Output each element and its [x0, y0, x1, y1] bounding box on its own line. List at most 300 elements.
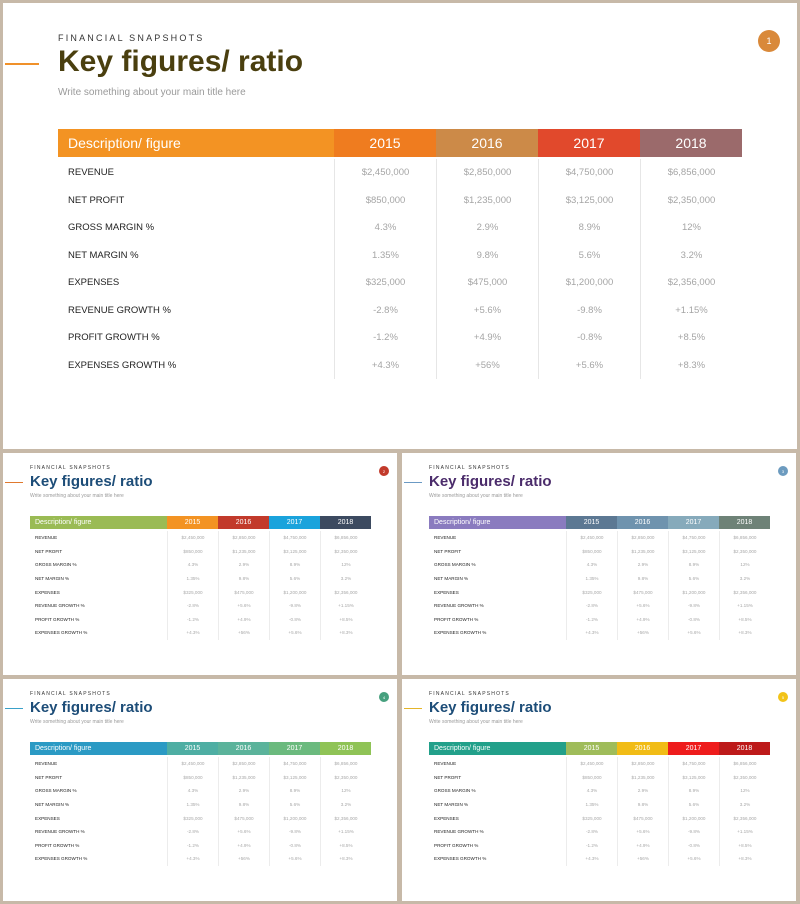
cell-value: $2,356,000	[719, 811, 770, 825]
title-accent-line	[5, 63, 39, 65]
table-row	[30, 558, 371, 572]
table-row	[429, 599, 770, 613]
row-label: GROSS MARGIN %	[434, 562, 476, 568]
cell-value: -2.8%	[566, 599, 617, 613]
cell-value: $475,000	[436, 269, 538, 297]
cell-value: +56%	[617, 626, 668, 640]
header-year: 2018	[719, 516, 770, 529]
cell-value: $325,000	[167, 811, 218, 825]
cell-value: 2.9%	[436, 214, 538, 242]
cell-value: $1,200,000	[269, 585, 320, 599]
header-year: 2016	[617, 516, 668, 529]
slide-eyebrow: FINANCIAL SNAPSHOTS	[429, 691, 510, 697]
cell-value: $850,000	[334, 187, 436, 215]
cell-value: 9.8%	[617, 572, 668, 586]
cell-value: +5.6%	[617, 599, 668, 613]
header-year: 2017	[269, 516, 320, 529]
cell-value: +5.6%	[218, 825, 269, 839]
cell-value: $325,000	[334, 269, 436, 297]
slide-eyebrow: FINANCIAL SNAPSHOTS	[30, 691, 111, 697]
cell-value: $1,235,000	[218, 545, 269, 559]
cell-value: 1.35%	[167, 572, 218, 586]
table-row	[58, 159, 742, 187]
cell-value: +8.3%	[719, 626, 770, 640]
cell-value: $6,856,000	[320, 531, 371, 545]
row-label: PROFIT GROWTH %	[35, 842, 80, 848]
row-label: NET PROFIT	[434, 548, 462, 554]
cell-value: -9.8%	[668, 599, 719, 613]
slide-eyebrow: FINANCIAL SNAPSHOTS	[58, 33, 205, 43]
row-label: EXPENSES GROWTH %	[68, 359, 177, 371]
row-label: NET MARGIN %	[434, 576, 469, 582]
row-label: NET PROFIT	[434, 774, 462, 780]
row-label: EXPENSES	[434, 815, 459, 821]
slide-subtitle: Write something about your main title here	[30, 719, 124, 725]
cell-value: -2.8%	[167, 599, 218, 613]
table-row	[30, 811, 371, 825]
cell-value: $4,750,000	[668, 531, 719, 545]
table-row	[30, 757, 371, 771]
table-body	[30, 755, 371, 866]
table-header	[429, 516, 770, 529]
cell-value: 8.9%	[668, 558, 719, 572]
table-row	[429, 839, 770, 853]
cell-value: +4.9%	[436, 324, 538, 352]
cell-value: 8.9%	[668, 784, 719, 798]
cell-value: $325,000	[167, 585, 218, 599]
cell-value: +8.5%	[640, 324, 742, 352]
row-label: PROFIT GROWTH %	[35, 616, 80, 622]
row-label: REVENUE	[35, 535, 58, 541]
cell-value: $1,235,000	[617, 771, 668, 785]
slide-subtitle: Write something about your main title here	[429, 493, 523, 499]
cell-value: $6,856,000	[719, 757, 770, 771]
cell-value: +5.6%	[269, 852, 320, 866]
cell-value: $475,000	[218, 811, 269, 825]
cell-value: 2.9%	[617, 784, 668, 798]
table-row	[30, 599, 371, 613]
cell-value: 3.2%	[719, 798, 770, 812]
table-row	[58, 297, 742, 325]
header-description: Description/ figure	[429, 516, 566, 529]
row-label: GROSS MARGIN %	[68, 222, 155, 234]
cell-value: 5.6%	[269, 572, 320, 586]
cell-value: -9.8%	[538, 297, 640, 325]
table-row	[58, 187, 742, 215]
cell-value: $475,000	[617, 585, 668, 599]
cell-value: $2,356,000	[640, 269, 742, 297]
title-accent-line	[404, 708, 422, 709]
cell-value: +1.15%	[320, 599, 371, 613]
cell-value: 8.9%	[269, 558, 320, 572]
cell-value: +5.6%	[218, 599, 269, 613]
cell-value: -9.8%	[668, 825, 719, 839]
cell-value: $3,125,000	[269, 771, 320, 785]
header-description: Description/ figure	[30, 742, 167, 755]
cell-value: $325,000	[566, 585, 617, 599]
cell-value: 1.35%	[167, 798, 218, 812]
cell-value: 12%	[719, 558, 770, 572]
header-year: 2018	[320, 742, 371, 755]
cell-value: 2.9%	[617, 558, 668, 572]
table-row	[429, 757, 770, 771]
row-label: NET MARGIN %	[68, 249, 139, 261]
header-year: 2018	[719, 742, 770, 755]
cell-value: $2,356,000	[320, 585, 371, 599]
slide-title: Key figures/ ratio	[30, 473, 153, 490]
row-label: PROFIT GROWTH %	[68, 332, 160, 344]
cell-value: $475,000	[617, 811, 668, 825]
table-body	[58, 157, 742, 379]
slide-thumbnail-5[interactable]	[402, 679, 796, 901]
cell-value: 12%	[320, 558, 371, 572]
row-label: EXPENSES GROWTH %	[35, 856, 88, 862]
cell-value: +1.15%	[719, 599, 770, 613]
cell-value: -1.2%	[167, 613, 218, 627]
figures-table	[429, 516, 770, 640]
cell-value: 5.6%	[668, 798, 719, 812]
cell-value: $2,356,000	[320, 811, 371, 825]
cell-value: -0.8%	[668, 613, 719, 627]
cell-value: +56%	[617, 852, 668, 866]
row-label: REVENUE GROWTH %	[68, 304, 171, 316]
figures-table	[30, 742, 371, 866]
table-row	[30, 545, 371, 559]
cell-value: $3,125,000	[538, 187, 640, 215]
cell-value: 3.2%	[719, 572, 770, 586]
page-number-badge: 5	[778, 692, 788, 702]
figures-table	[58, 129, 742, 379]
row-label: GROSS MARGIN %	[35, 788, 77, 794]
cell-value: 3.2%	[320, 798, 371, 812]
header-description: Description/ figure	[30, 516, 167, 529]
cell-value: 2.9%	[218, 558, 269, 572]
cell-value: $850,000	[167, 771, 218, 785]
row-label: NET MARGIN %	[35, 802, 70, 808]
cell-value: $1,200,000	[538, 269, 640, 297]
cell-value: +1.15%	[320, 825, 371, 839]
cell-value: $1,200,000	[269, 811, 320, 825]
table-row	[30, 585, 371, 599]
cell-value: +4.9%	[218, 613, 269, 627]
title-accent-line	[404, 482, 422, 483]
cell-value: +4.9%	[218, 839, 269, 853]
title-accent-line	[5, 482, 23, 483]
cell-value: 9.8%	[436, 242, 538, 270]
table-body	[429, 755, 770, 866]
cell-value: $2,450,000	[167, 531, 218, 545]
cell-value: $4,750,000	[668, 757, 719, 771]
cell-value: 4.3%	[334, 214, 436, 242]
table-row	[58, 242, 742, 270]
header-year: 2015	[566, 516, 617, 529]
table-body	[429, 529, 770, 640]
row-label: EXPENSES	[35, 815, 60, 821]
cell-value: +8.3%	[719, 852, 770, 866]
cell-value: 5.6%	[538, 242, 640, 270]
row-label: EXPENSES	[434, 589, 459, 595]
cell-value: 1.35%	[334, 242, 436, 270]
cell-value: +5.6%	[436, 297, 538, 325]
cell-value: $2,350,000	[320, 545, 371, 559]
table-body	[30, 529, 371, 640]
header-year: 2017	[668, 516, 719, 529]
table-row	[429, 572, 770, 586]
row-label: NET MARGIN %	[434, 802, 469, 808]
table-header	[429, 742, 770, 755]
cell-value: +5.6%	[538, 352, 640, 380]
header-year: 2015	[566, 742, 617, 755]
row-label: EXPENSES GROWTH %	[434, 856, 487, 862]
table-row	[429, 825, 770, 839]
cell-value: 5.6%	[668, 572, 719, 586]
cell-value: $6,856,000	[640, 159, 742, 187]
table-row	[58, 269, 742, 297]
cell-value: -0.8%	[668, 839, 719, 853]
slide-thumbnail-2[interactable]	[3, 453, 397, 675]
cell-value: -0.8%	[269, 839, 320, 853]
cell-value: -1.2%	[334, 324, 436, 352]
cell-value: +4.9%	[617, 613, 668, 627]
cell-value: $2,850,000	[617, 757, 668, 771]
cell-value: $850,000	[566, 545, 617, 559]
header-year: 2015	[334, 129, 436, 157]
cell-value: $1,200,000	[668, 811, 719, 825]
page-number-badge: 4	[379, 692, 389, 702]
page-number-badge: 3	[778, 466, 788, 476]
row-label: PROFIT GROWTH %	[434, 842, 479, 848]
row-label: REVENUE	[434, 761, 457, 767]
cell-value: 9.8%	[218, 572, 269, 586]
table-header	[30, 516, 371, 529]
table-row	[429, 613, 770, 627]
cell-value: 9.8%	[218, 798, 269, 812]
cell-value: +4.3%	[167, 852, 218, 866]
cell-value: +4.9%	[617, 839, 668, 853]
cell-value: $2,850,000	[218, 531, 269, 545]
header-year: 2017	[538, 129, 640, 157]
cell-value: $2,350,000	[640, 187, 742, 215]
slide-subtitle: Write something about your main title here	[30, 493, 124, 499]
header-year: 2015	[167, 516, 218, 529]
cell-value: 4.3%	[167, 784, 218, 798]
table-row	[429, 852, 770, 866]
cell-value: $1,235,000	[218, 771, 269, 785]
cell-value: $850,000	[167, 545, 218, 559]
slide-large[interactable]	[3, 3, 797, 449]
cell-value: 1.35%	[566, 798, 617, 812]
header-year: 2017	[668, 742, 719, 755]
row-label: EXPENSES	[35, 589, 60, 595]
cell-value: -1.2%	[167, 839, 218, 853]
table-row	[30, 852, 371, 866]
cell-value: $475,000	[218, 585, 269, 599]
cell-value: +4.3%	[167, 626, 218, 640]
table-row	[30, 572, 371, 586]
header-year: 2015	[167, 742, 218, 755]
table-row	[429, 626, 770, 640]
figures-table	[30, 516, 371, 640]
table-row	[30, 798, 371, 812]
cell-value: $1,200,000	[668, 585, 719, 599]
slide-thumbnail-3[interactable]	[402, 453, 796, 675]
cell-value: +8.3%	[640, 352, 742, 380]
table-row	[429, 811, 770, 825]
row-label: REVENUE GROWTH %	[35, 603, 85, 609]
cell-value: $2,450,000	[566, 757, 617, 771]
cell-value: +56%	[218, 626, 269, 640]
row-label: EXPENSES GROWTH %	[35, 630, 88, 636]
slide-title: Key figures/ ratio	[429, 473, 552, 490]
cell-value: 5.6%	[269, 798, 320, 812]
row-label: NET MARGIN %	[35, 576, 70, 582]
cell-value: $6,856,000	[719, 531, 770, 545]
cell-value: +56%	[436, 352, 538, 380]
cell-value: +8.5%	[320, 613, 371, 627]
cell-value: -2.8%	[334, 297, 436, 325]
header-year: 2016	[617, 742, 668, 755]
cell-value: $6,856,000	[320, 757, 371, 771]
slide-title: Key figures/ ratio	[429, 699, 552, 716]
cell-value: 8.9%	[269, 784, 320, 798]
cell-value: 4.3%	[167, 558, 218, 572]
cell-value: +5.6%	[668, 852, 719, 866]
cell-value: $3,125,000	[668, 771, 719, 785]
row-label: EXPENSES	[68, 277, 120, 289]
cell-value: +56%	[218, 852, 269, 866]
table-row	[429, 545, 770, 559]
cell-value: $2,450,000	[334, 159, 436, 187]
table-row	[30, 626, 371, 640]
cell-value: $2,350,000	[719, 771, 770, 785]
table-row	[30, 784, 371, 798]
row-label: REVENUE	[35, 761, 58, 767]
cell-value: $2,850,000	[617, 531, 668, 545]
cell-value: +1.15%	[719, 825, 770, 839]
table-header	[30, 742, 371, 755]
cell-value: $3,125,000	[668, 545, 719, 559]
slide-eyebrow: FINANCIAL SNAPSHOTS	[429, 465, 510, 471]
cell-value: +8.3%	[320, 626, 371, 640]
row-label: REVENUE	[434, 535, 457, 541]
table-row	[429, 798, 770, 812]
cell-value: $1,235,000	[617, 545, 668, 559]
table-row	[429, 771, 770, 785]
slide-subtitle: Write something about your main title here	[58, 87, 246, 98]
cell-value: 12%	[640, 214, 742, 242]
table-row	[429, 531, 770, 545]
page-number-badge: 2	[379, 466, 389, 476]
cell-value: -0.8%	[269, 613, 320, 627]
cell-value: $2,850,000	[436, 159, 538, 187]
cell-value: -0.8%	[538, 324, 640, 352]
cell-value: $2,850,000	[218, 757, 269, 771]
row-label: GROSS MARGIN %	[434, 788, 476, 794]
cell-value: +8.3%	[320, 852, 371, 866]
cell-value: 12%	[719, 784, 770, 798]
cell-value: 9.8%	[617, 798, 668, 812]
cell-value: 4.3%	[566, 558, 617, 572]
table-row	[30, 613, 371, 627]
cell-value: $4,750,000	[538, 159, 640, 187]
header-year: 2016	[218, 742, 269, 755]
cell-value: +4.3%	[566, 852, 617, 866]
cell-value: $2,350,000	[719, 545, 770, 559]
row-label: GROSS MARGIN %	[35, 562, 77, 568]
header-year: 2017	[269, 742, 320, 755]
table-row	[429, 585, 770, 599]
slide-title: Key figures/ ratio	[30, 699, 153, 716]
cell-value: $3,125,000	[269, 545, 320, 559]
cell-value: -9.8%	[269, 599, 320, 613]
cell-value: $4,750,000	[269, 531, 320, 545]
cell-value: 12%	[320, 784, 371, 798]
cell-value: -9.8%	[269, 825, 320, 839]
row-label: NET PROFIT	[68, 194, 125, 206]
figures-table	[429, 742, 770, 866]
page-number-badge: 1	[758, 30, 780, 52]
table-row	[58, 324, 742, 352]
cell-value: +4.3%	[334, 352, 436, 380]
row-label: PROFIT GROWTH %	[434, 616, 479, 622]
table-row	[429, 784, 770, 798]
table-header	[58, 129, 742, 157]
cell-value: -1.2%	[566, 839, 617, 853]
row-label: REVENUE GROWTH %	[434, 829, 484, 835]
slide-eyebrow: FINANCIAL SNAPSHOTS	[30, 465, 111, 471]
row-label: REVENUE GROWTH %	[434, 603, 484, 609]
cell-value: $325,000	[566, 811, 617, 825]
cell-value: $850,000	[566, 771, 617, 785]
cell-value: $1,235,000	[436, 187, 538, 215]
cell-value: +5.6%	[617, 825, 668, 839]
cell-value: -2.8%	[566, 825, 617, 839]
table-row	[30, 531, 371, 545]
cell-value: -1.2%	[566, 613, 617, 627]
header-description: Description/ figure	[429, 742, 566, 755]
row-label: REVENUE GROWTH %	[35, 829, 85, 835]
cell-value: $2,356,000	[719, 585, 770, 599]
row-label: REVENUE	[68, 167, 114, 179]
row-label: EXPENSES GROWTH %	[434, 630, 487, 636]
slide-subtitle: Write something about your main title here	[429, 719, 523, 725]
cell-value: $2,450,000	[167, 757, 218, 771]
header-description: Description/ figure	[58, 129, 334, 157]
cell-value: -2.8%	[167, 825, 218, 839]
cell-value: +8.5%	[719, 613, 770, 627]
slide-thumbnail-4[interactable]	[3, 679, 397, 901]
row-label: NET PROFIT	[35, 774, 63, 780]
header-year: 2018	[640, 129, 742, 157]
row-label: NET PROFIT	[35, 548, 63, 554]
cell-value: +1.15%	[640, 297, 742, 325]
header-year: 2016	[436, 129, 538, 157]
cell-value: 8.9%	[538, 214, 640, 242]
cell-value: $2,350,000	[320, 771, 371, 785]
table-row	[30, 825, 371, 839]
cell-value: 1.35%	[566, 572, 617, 586]
cell-value: $4,750,000	[269, 757, 320, 771]
title-accent-line	[5, 708, 23, 709]
cell-value: 2.9%	[218, 784, 269, 798]
cell-value: +5.6%	[269, 626, 320, 640]
cell-value: $2,450,000	[566, 531, 617, 545]
cell-value: +4.3%	[566, 626, 617, 640]
slide-title: Key figures/ ratio	[58, 45, 304, 78]
table-row	[30, 839, 371, 853]
cell-value: 3.2%	[320, 572, 371, 586]
cell-value: +8.5%	[719, 839, 770, 853]
